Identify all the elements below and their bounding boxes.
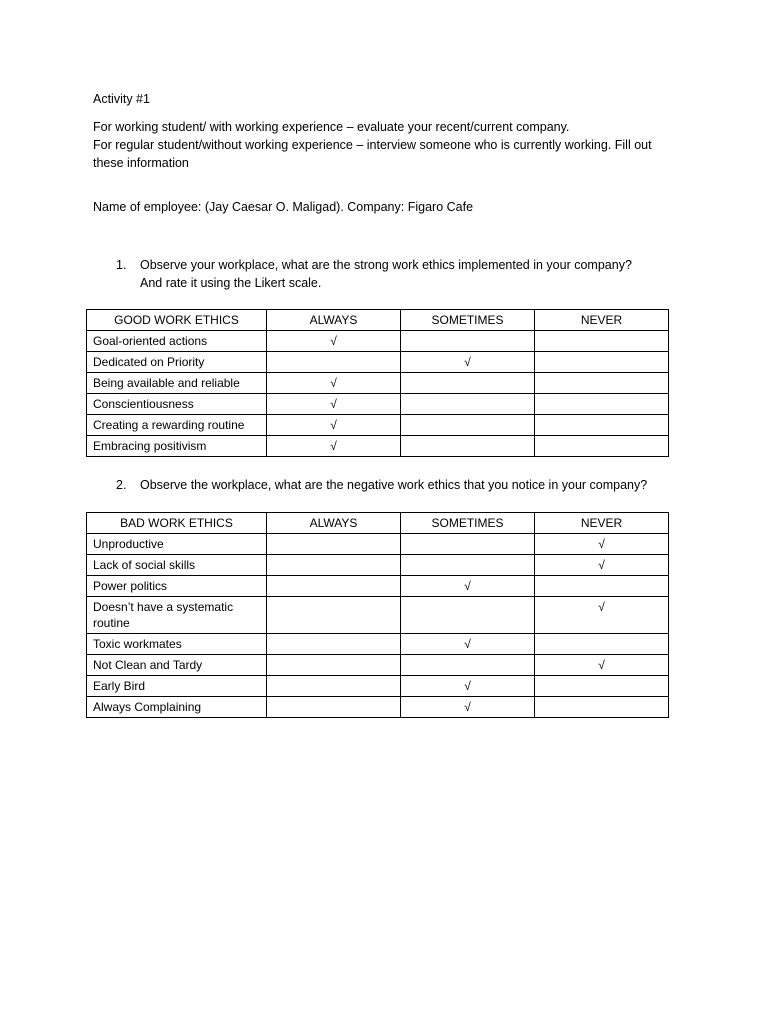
check-mark: [535, 676, 669, 697]
check-mark: √: [267, 331, 401, 352]
header-always: ALWAYS: [267, 310, 401, 331]
check-mark: [535, 373, 669, 394]
check-mark: [267, 534, 401, 555]
table-row: [87, 555, 669, 576]
ethic-label: Dedicated on Priority: [87, 352, 267, 373]
check-mark: [401, 597, 535, 634]
check-mark: [535, 415, 669, 436]
header-sometimes: SOMETIMES: [401, 513, 535, 534]
bad-work-ethics-table: [86, 512, 669, 718]
check-mark: [267, 597, 401, 634]
table-header-row: [87, 513, 669, 534]
check-mark: [267, 576, 401, 597]
check-mark: √: [535, 655, 669, 676]
table-row: [87, 331, 669, 352]
check-mark: [401, 436, 535, 457]
ethic-label: Being available and reliable: [87, 373, 267, 394]
instruction-working-student: For working student/ with working experience – evaluate your recent/current company.: [93, 120, 570, 134]
check-mark: [535, 576, 669, 597]
ethic-label: Conscientiousness: [87, 394, 267, 415]
check-mark: [401, 555, 535, 576]
check-mark: [535, 394, 669, 415]
check-mark: √: [401, 634, 535, 655]
table-row: [87, 415, 669, 436]
check-mark: [535, 436, 669, 457]
check-mark: [401, 373, 535, 394]
ethic-label: Doesn’t have a systematic routine: [87, 597, 267, 634]
check-mark: [267, 555, 401, 576]
ethic-label: Unproductive: [87, 534, 267, 555]
table-row: [87, 676, 669, 697]
check-mark: [535, 331, 669, 352]
table-row: [87, 597, 669, 634]
table-row: [87, 576, 669, 597]
check-mark: [401, 415, 535, 436]
question-1: [116, 256, 676, 292]
employee-company-line: Name of employee: (Jay Caesar O. Maligad). Company: Figaro Cafe: [93, 200, 474, 214]
ethic-label: Goal-oriented actions: [87, 331, 267, 352]
check-mark: [401, 534, 535, 555]
ethic-label: Lack of social skills: [87, 555, 267, 576]
header-always: ALWAYS: [267, 513, 401, 534]
ethic-label: Early Bird: [87, 676, 267, 697]
ethic-label: Not Clean and Tardy: [87, 655, 267, 676]
header-never: NEVER: [535, 513, 669, 534]
table-header-row: [87, 310, 669, 331]
check-mark: √: [267, 394, 401, 415]
table-row: [87, 352, 669, 373]
check-mark: [535, 697, 669, 718]
ethic-label: Creating a rewarding routine: [87, 415, 267, 436]
check-mark: √: [401, 352, 535, 373]
check-mark: √: [267, 373, 401, 394]
check-mark: √: [267, 436, 401, 457]
table-row: [87, 634, 669, 655]
table-row: [87, 655, 669, 676]
question-2-number: 2.: [116, 478, 127, 492]
check-mark: √: [267, 415, 401, 436]
header-ethic: GOOD WORK ETHICS: [87, 310, 267, 331]
table-row: [87, 373, 669, 394]
check-mark: √: [535, 555, 669, 576]
check-mark: [401, 331, 535, 352]
check-mark: [267, 676, 401, 697]
header-never: NEVER: [535, 310, 669, 331]
ethic-label: Power politics: [87, 576, 267, 597]
check-mark: [267, 634, 401, 655]
header-ethic: BAD WORK ETHICS: [87, 513, 267, 534]
check-mark: √: [401, 576, 535, 597]
check-mark: √: [401, 697, 535, 718]
check-mark: √: [401, 676, 535, 697]
good-work-ethics-table: [86, 309, 669, 457]
activity-title: Activity #1: [93, 92, 150, 106]
ethic-label: Toxic workmates: [87, 634, 267, 655]
question-2: [116, 476, 676, 494]
question-2-line1: Observe the workplace, what are the negative work ethics that you notice in your company?: [140, 478, 648, 492]
question-1-line1: Observe your workplace, what are the strong work ethics implemented in your company?: [140, 258, 632, 272]
check-mark: [535, 352, 669, 373]
check-mark: [267, 655, 401, 676]
table-row: [87, 534, 669, 555]
check-mark: [267, 697, 401, 718]
question-1-number: 1.: [116, 258, 127, 272]
instructions: [93, 118, 683, 172]
check-mark: [535, 634, 669, 655]
table-row: [87, 697, 669, 718]
table-row: [87, 436, 669, 457]
instruction-regular-student: For regular student/without working experience – interview someone who is currently working. Fill out these information: [93, 138, 652, 170]
check-mark: √: [535, 597, 669, 634]
question-1-line2: And rate it using the Likert scale.: [140, 276, 322, 290]
check-mark: √: [535, 534, 669, 555]
check-mark: [401, 655, 535, 676]
ethic-label: Always Complaining: [87, 697, 267, 718]
header-sometimes: SOMETIMES: [401, 310, 535, 331]
check-mark: [401, 394, 535, 415]
ethic-label: Embracing positivism: [87, 436, 267, 457]
check-mark: [267, 352, 401, 373]
table-row: [87, 394, 669, 415]
